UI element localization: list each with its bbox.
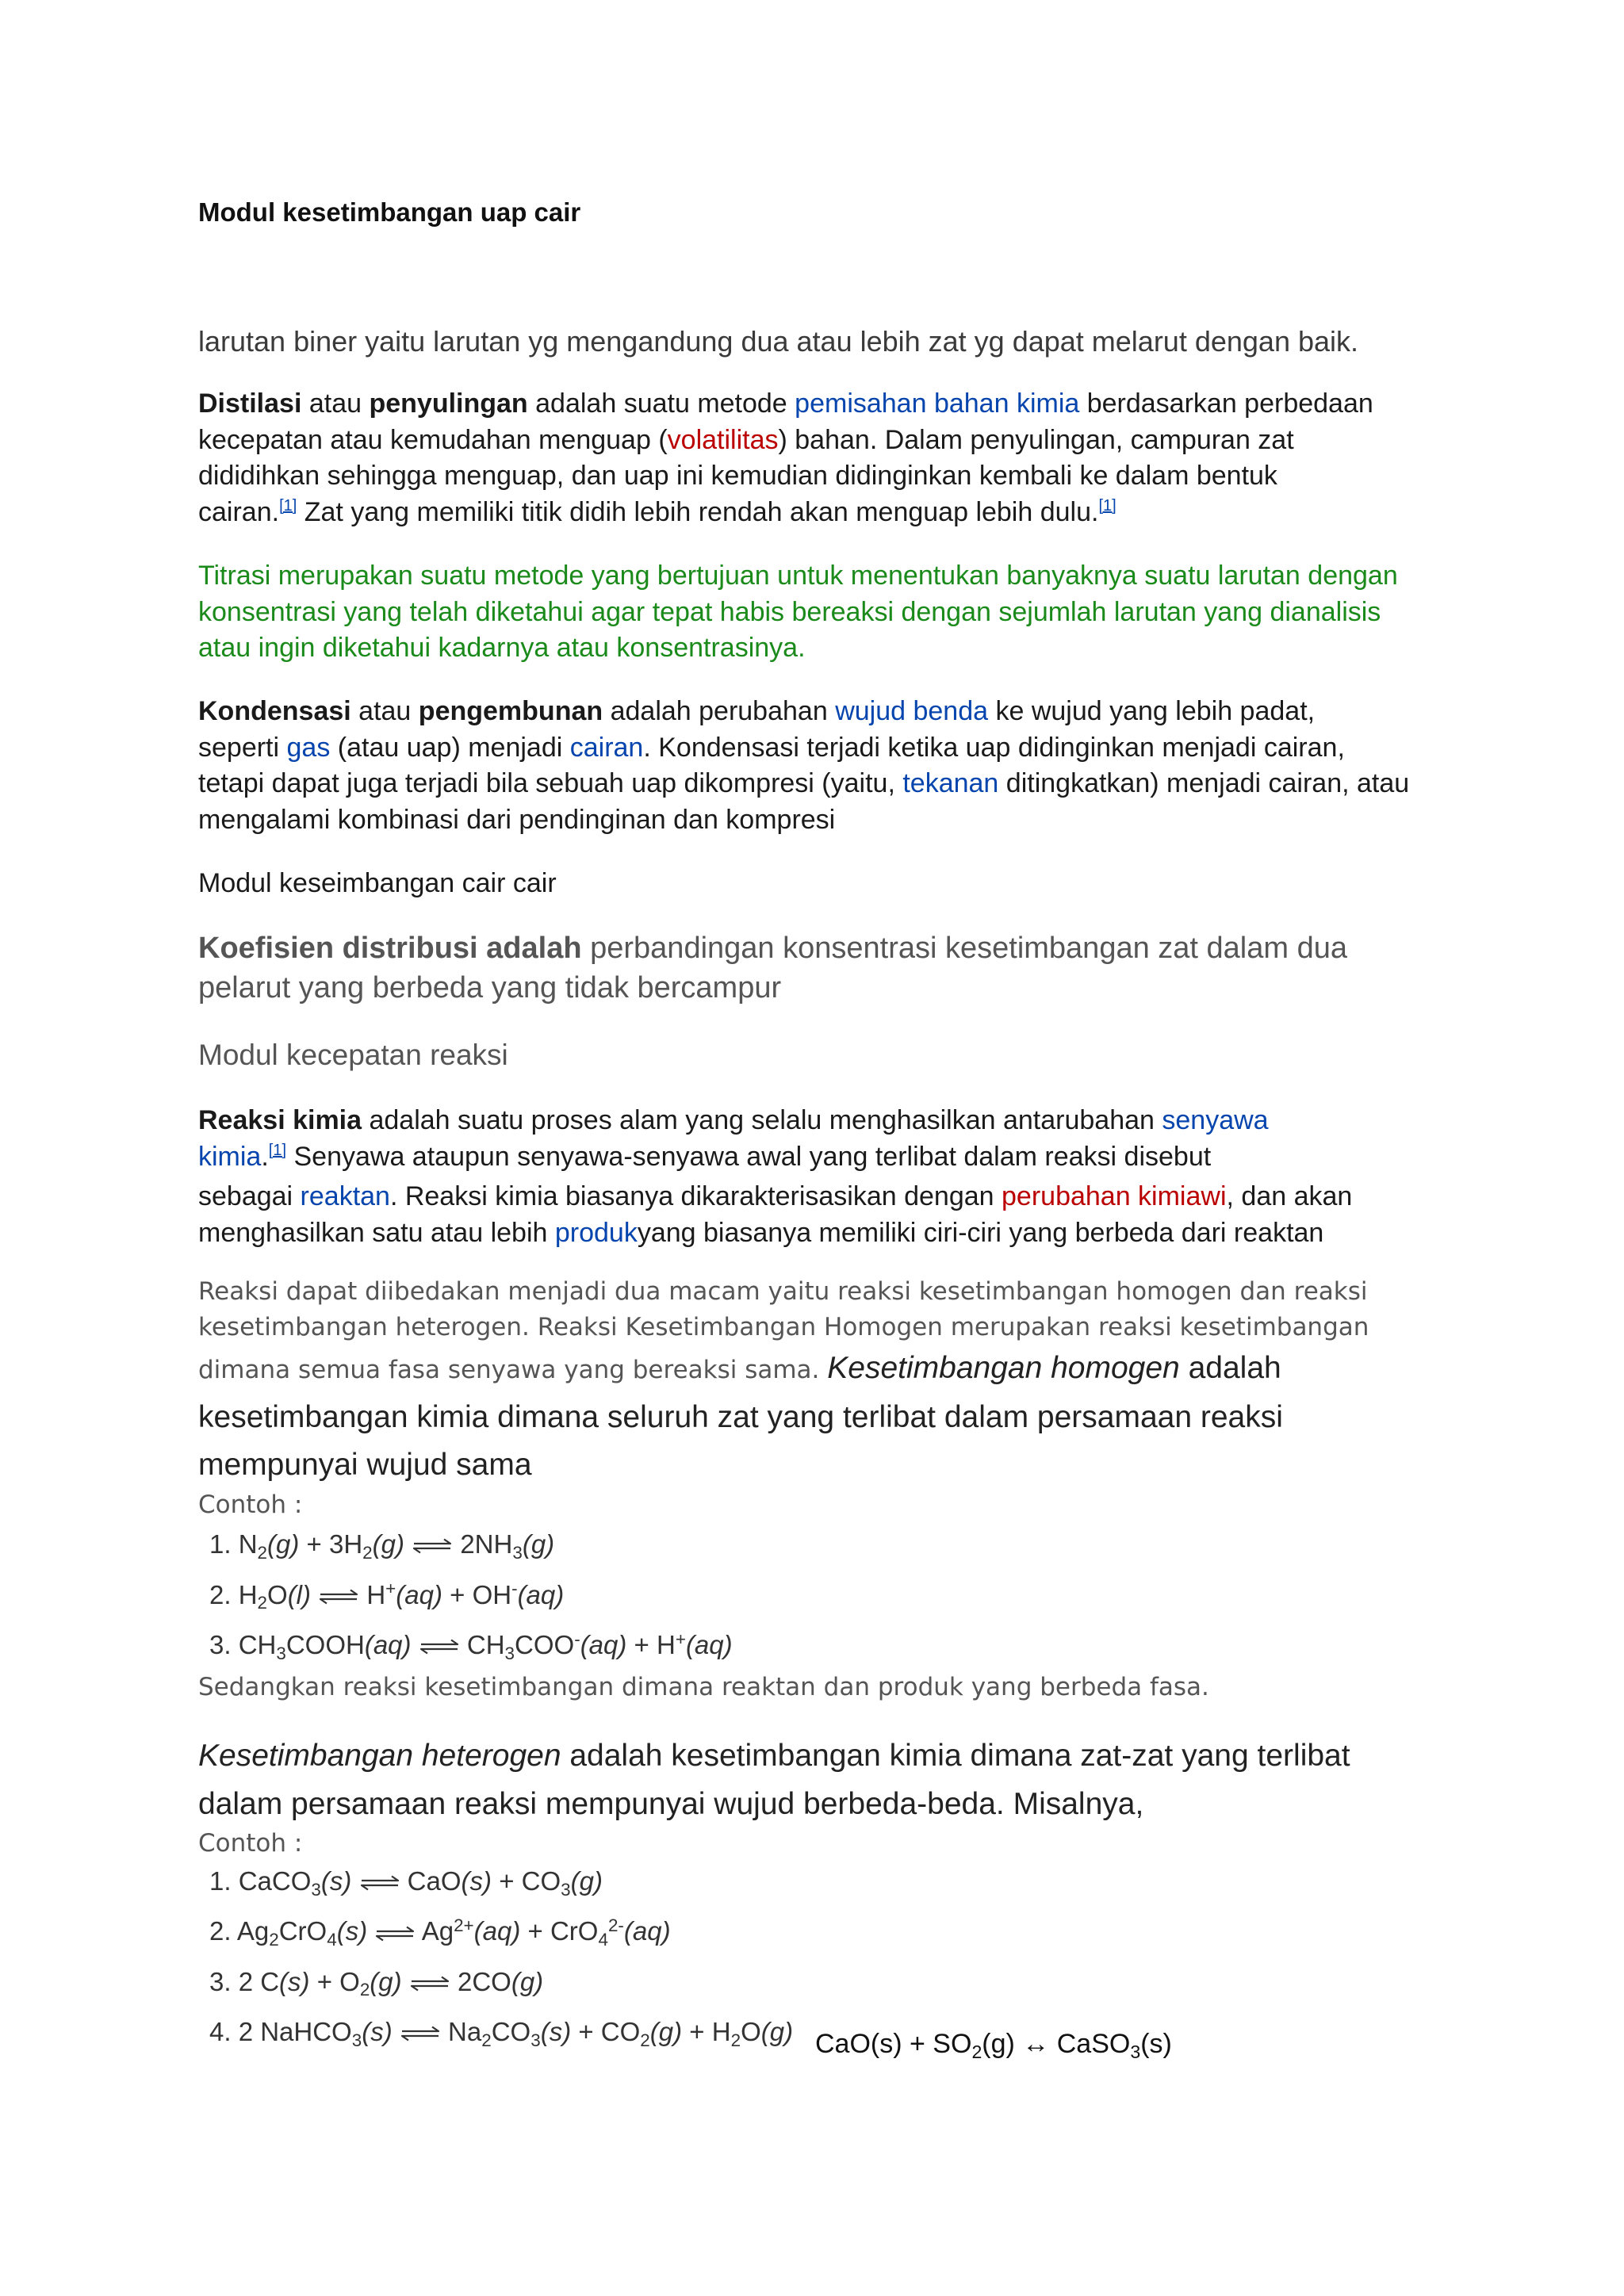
text-run: + CO <box>492 1866 561 1896</box>
text-run: + H <box>626 1630 676 1659</box>
equilibrium-arrow-icon <box>412 1538 453 1554</box>
subscript: 3 <box>512 1542 523 1563</box>
wiki-redlink[interactable]: volatilitas <box>667 424 779 455</box>
text-run: adalah kesetimbangan kimia dimana zat-zat yang terlibat <box>561 1739 1350 1773</box>
equilibrium-arrow-icon <box>409 1976 450 1992</box>
text-run: adalah <box>1179 1351 1281 1385</box>
text-run: konsentrasi yang telah diketahui agar tepat habis bereaksi dengan sejumlah larutan yang dianalisis <box>198 596 1381 627</box>
text-run <box>402 1967 409 1996</box>
italic-term: (aq) <box>396 1579 442 1609</box>
text-run: . Kondensasi terjadi ketika uap didinginkan menjadi cairan, <box>643 732 1345 763</box>
section-heading-cair-cair: Modul keseimbangan cair cair <box>198 868 557 898</box>
superscript: - <box>511 1578 518 1599</box>
text-run <box>367 1916 374 1946</box>
text-line <box>198 1274 1369 1310</box>
text-line <box>198 558 1398 595</box>
text-line <box>198 1394 1283 1441</box>
italic-term: (g) <box>522 1529 555 1559</box>
text-run: kesetimbangan kimia dimana seluruh zat yang terlibat dalam persamaan reaksi <box>198 1400 1283 1434</box>
text-run: perbandingan konsentrasi kesetimbangan zat dalam dua <box>581 932 1347 965</box>
distilasi-paragraph <box>198 386 1373 534</box>
text-run: (s) <box>1140 2029 1172 2059</box>
text-run: 3. CH <box>209 1630 277 1659</box>
text-run: kesetimbangan heterogen. Reaksi Kesetimbangan Homogen merupakan reaksi kesetimbangan <box>198 1313 1369 1341</box>
text-run: CaO(s) + SO <box>815 2029 972 2059</box>
text-run: Zat yang memiliki titik didih lebih rendah akan menguap lebih dulu. <box>297 496 1099 527</box>
wiki-link[interactable]: wujud benda <box>835 696 989 726</box>
text-line <box>198 1732 1350 1780</box>
bold-term: Koefisien distribusi adalah <box>198 932 582 965</box>
text-run: atau <box>350 696 419 726</box>
homogen-definition-paragraph <box>198 1345 1283 1489</box>
text-line <box>209 1908 793 1957</box>
subscript: 2 <box>640 2030 650 2050</box>
text-run: + CrO <box>520 1916 599 1946</box>
text-run: . <box>261 1141 269 1172</box>
text-run: 4. 2 NaHCO <box>209 2016 352 2046</box>
text-line <box>198 1139 1352 1180</box>
italic-term: (l) <box>287 1579 311 1609</box>
text-run: . Reaksi kimia biasanya dikarakterisasikan dengan <box>389 1181 1002 1211</box>
contoh-label: Contoh : <box>198 1490 303 1519</box>
italic-term: (g) <box>372 1529 404 1559</box>
subscript: 2 <box>730 2030 741 2050</box>
text-run: kecepatan atau kemudahan menguap ( <box>198 424 668 455</box>
section-heading-kecepatan: Modul kecepatan reaksi <box>198 1039 508 1071</box>
text-run <box>404 1529 412 1559</box>
text-line <box>209 2008 793 2058</box>
text-run: H <box>359 1579 386 1609</box>
text-line <box>198 928 1347 968</box>
italic-term: (s) <box>320 1866 352 1896</box>
heterogen-intro-paragraph: Sedangkan reaksi kesetimbangan dimana reaktan dan produk yang berbeda fasa. <box>198 1673 1209 1701</box>
italic-term: Kesetimbangan heterogen <box>198 1739 561 1773</box>
text-run: O <box>267 1579 288 1609</box>
bold-term: Distilasi <box>198 388 302 419</box>
wiki-link[interactable]: pemisahan bahan kimia <box>795 388 1080 419</box>
text-run: , dan akan <box>1226 1181 1353 1211</box>
text-line <box>198 1345 1283 1394</box>
subscript: 4 <box>327 1930 337 1950</box>
heterogen-equation-list <box>209 1858 793 2058</box>
italic-term: (g) <box>267 1529 300 1559</box>
subscript: 3 <box>561 1879 571 1900</box>
text-line <box>198 630 1398 667</box>
homogen-equation-list <box>209 1521 733 1672</box>
italic-term: (aq) <box>580 1630 627 1659</box>
text-line <box>198 730 1409 767</box>
text-run: tetapi dapat juga terjadi bila sebuah uap dikompresi (yaitu, <box>198 768 903 798</box>
italic-term: (s) <box>336 1916 368 1946</box>
text-run: Reaksi dapat diibedakan menjadi dua macam yaitu reaksi kesetimbangan homogen dan reaksi <box>198 1277 1368 1306</box>
text-line <box>198 1215 1352 1252</box>
citation-link[interactable]: [1] <box>268 1141 287 1159</box>
superscript: + <box>675 1628 686 1649</box>
wiki-link[interactable]: produk <box>554 1217 638 1248</box>
italic-term: (g) <box>649 2016 683 2046</box>
text-run: dimana semua fasa senyawa yang bereaksi sama. <box>198 1356 828 1384</box>
citation-link[interactable]: [1] <box>279 496 297 515</box>
titrasi-paragraph <box>198 558 1398 667</box>
koefisien-paragraph <box>198 928 1347 1008</box>
text-run: 2. H <box>209 1579 258 1609</box>
kondensasi-paragraph <box>198 694 1409 838</box>
text-run: atau <box>301 388 370 419</box>
extra-equation <box>815 2027 1172 2063</box>
text-line <box>198 766 1409 802</box>
subscript: 2 <box>269 1930 279 1950</box>
text-run: adalah suatu proses alam yang selalu menghasilkan antarubahan <box>362 1105 1162 1135</box>
italic-term: (g) <box>511 1966 544 1996</box>
text-line <box>209 1621 733 1672</box>
text-run: CH <box>459 1630 505 1659</box>
intro-paragraph: larutan biner yaitu larutan yg mengandung dua atau lebih zat yg dapat melarut dengan baik. <box>198 325 1359 358</box>
text-run: adalah suatu metode <box>527 388 795 419</box>
subscript: 3 <box>1130 2041 1141 2062</box>
text-line <box>209 1958 793 2008</box>
italic-term: (aq) <box>473 1916 521 1946</box>
text-run: dididihkan sehingga menguap, dan uap ini kemudian didinginkan kembali ke dalam bentuk <box>198 461 1277 491</box>
text-line <box>198 595 1398 631</box>
subscript: 2 <box>359 1980 370 2000</box>
text-run: (g) ↔ CaSO <box>982 2029 1131 2059</box>
text-run: O <box>741 2016 761 2046</box>
equilibrium-arrow-icon <box>374 1926 416 1942</box>
subscript: 4 <box>598 1930 608 1950</box>
text-run: Ag <box>416 1916 454 1946</box>
superscript: - <box>574 1628 580 1649</box>
text-run: ditingkatkan) menjadi cairan, atau <box>998 768 1410 798</box>
text-run: sebagai <box>198 1181 301 1211</box>
subscript: 3 <box>276 1643 286 1663</box>
text-run: 2CO <box>450 1966 511 1996</box>
text-run <box>393 2017 400 2046</box>
homogen-intro-paragraph <box>198 1274 1369 1345</box>
equilibrium-arrow-icon <box>419 1639 460 1655</box>
equilibrium-arrow-icon <box>359 1875 400 1891</box>
subscript: 3 <box>530 2030 541 2050</box>
text-run: ) bahan. Dalam penyulingan, campuran zat <box>778 424 1294 455</box>
text-run: yang biasanya memiliki ciri-ciri yang berbeda dari reaktan <box>637 1217 1324 1248</box>
text-run: berdasarkan perbedaan <box>1079 388 1373 419</box>
text-run: mengalami kombinasi dari pendinginan dan kompresi <box>198 804 836 835</box>
italic-term: (g) <box>370 1966 402 1996</box>
text-run: menghasilkan satu atau lebih <box>198 1217 555 1248</box>
contoh-label: Contoh : <box>198 1829 303 1858</box>
text-line <box>198 1441 1283 1489</box>
bold-term: penyulingan <box>369 388 528 419</box>
superscript: 2+ <box>454 1915 474 1936</box>
subscript: 2 <box>257 1593 268 1613</box>
bold-term: Reaksi kimia <box>198 1105 362 1135</box>
italic-term: (aq) <box>623 1916 671 1946</box>
text-run: adalah perubahan <box>603 696 836 726</box>
italic-term: (aq) <box>685 1630 733 1659</box>
text-line <box>198 1780 1350 1828</box>
text-run <box>351 1866 358 1896</box>
italic-term: (s) <box>362 2016 393 2046</box>
text-run: Na <box>440 2016 482 2046</box>
citation-link[interactable]: [1] <box>1098 496 1116 515</box>
text-run: 2. Ag <box>209 1916 270 1946</box>
wiki-link[interactable]: reaktan <box>300 1181 390 1211</box>
text-run: Titrasi merupakan suatu metode yang bertujuan untuk menentukan banyaknya suatu larutan dengan <box>198 561 1398 591</box>
superscript: 2- <box>607 1915 624 1936</box>
wiki-link[interactable]: gas <box>286 732 331 763</box>
wiki-redlink[interactable]: perubahan kimiawi <box>1002 1181 1227 1211</box>
text-run: + CO <box>571 2016 641 2046</box>
text-line <box>198 968 1347 1008</box>
text-run: 2NH <box>453 1529 513 1559</box>
bold-term: pengembunan <box>418 696 603 726</box>
text-run: cairan. <box>198 496 280 527</box>
text-run: + H <box>682 2016 731 2046</box>
text-run: ke wujud yang lebih padat, <box>988 696 1316 726</box>
reaksi-kimia-paragraph <box>198 1103 1352 1251</box>
text-line <box>209 1858 793 1908</box>
bold-term: Kondensasi <box>198 696 351 726</box>
text-line <box>198 802 1409 839</box>
subscript: 3 <box>311 1879 321 1900</box>
text-run: CrO <box>278 1916 327 1946</box>
subscript: 3 <box>351 2030 362 2050</box>
text-run: CO <box>491 2016 531 2046</box>
heterogen-definition-paragraph <box>198 1732 1350 1828</box>
text-run: COOH <box>285 1630 365 1659</box>
wiki-link[interactable]: cairan <box>569 732 644 763</box>
equilibrium-arrow-icon <box>318 1589 359 1605</box>
text-line <box>209 1521 733 1571</box>
wiki-link[interactable]: kimia <box>198 1141 262 1172</box>
italic-term: (g) <box>570 1866 603 1896</box>
text-run: 3. 2 C <box>209 1966 280 1996</box>
text-run: atau ingin diketahui kadarnya atau konsentrasinya. <box>198 633 806 663</box>
text-run: CaO <box>400 1866 462 1896</box>
text-run: dalam persamaan reaksi mempunyai wujud berbeda-beda. Misalnya, <box>198 1787 1144 1821</box>
equilibrium-arrow-icon <box>400 2026 441 2042</box>
text-run: Senyawa ataupun senyawa-senyawa awal yang terlibat dalam reaksi disebut <box>286 1141 1212 1172</box>
wiki-link[interactable]: tekanan <box>902 768 999 798</box>
text-line <box>198 694 1409 730</box>
superscript: + <box>385 1578 396 1599</box>
text-run <box>412 1630 419 1659</box>
text-line <box>198 423 1373 459</box>
text-run: pelarut yang berbeda yang tidak bercampur <box>198 971 782 1004</box>
text-line <box>209 1571 733 1622</box>
text-line <box>198 386 1373 423</box>
text-run: + O <box>309 1966 360 1996</box>
italic-term: Kesetimbangan homogen <box>827 1351 1180 1385</box>
text-line <box>198 495 1373 535</box>
page-title: Modul kesetimbangan uap cair <box>198 197 581 227</box>
subscript: 2 <box>481 2030 492 2050</box>
text-line <box>198 1103 1352 1139</box>
text-run: + OH <box>442 1579 512 1609</box>
italic-term: (aq) <box>364 1630 412 1659</box>
text-run: 1. N <box>209 1529 258 1559</box>
subscript: 3 <box>504 1643 515 1663</box>
subscript: 2 <box>362 1542 373 1563</box>
italic-term: (aq) <box>517 1579 565 1609</box>
text-line <box>198 1179 1352 1215</box>
text-run: COO <box>515 1630 575 1659</box>
subscript: 2 <box>971 2041 982 2062</box>
text-line <box>198 1310 1369 1345</box>
text-line <box>198 458 1373 495</box>
text-run: mempunyai wujud sama <box>198 1448 532 1482</box>
text-run: 1. CaCO <box>209 1866 312 1896</box>
wiki-link[interactable]: senyawa <box>1162 1105 1269 1135</box>
italic-term: (g) <box>760 2016 794 2046</box>
text-run: + 3H <box>299 1529 363 1559</box>
text-run: (atau uap) menjadi <box>330 732 570 763</box>
italic-term: (s) <box>540 2016 572 2046</box>
subscript: 2 <box>257 1542 268 1563</box>
text-line <box>815 2027 1172 2063</box>
text-run: seperti <box>198 732 287 763</box>
italic-term: (s) <box>461 1866 492 1896</box>
italic-term: (s) <box>279 1966 310 1996</box>
text-run <box>311 1580 318 1609</box>
